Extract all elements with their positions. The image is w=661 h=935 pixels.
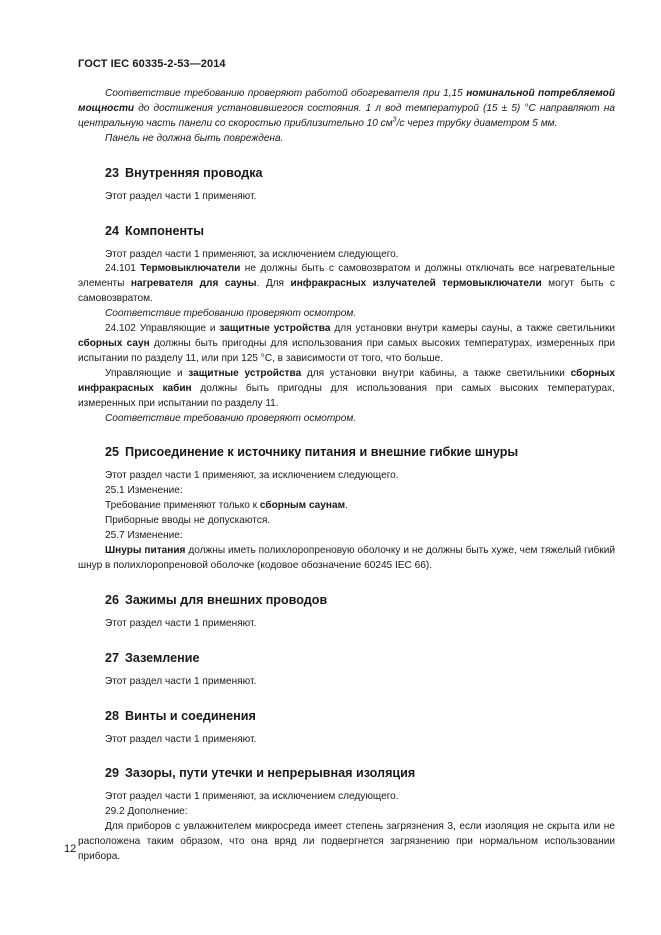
- clause-25-7: 25.7 Изменение:: [105, 530, 183, 542]
- section-25-intro: Этот раздел части 1 применяют, за исключением следующего.: [105, 470, 399, 482]
- section-heading-23: 23 Внутренняя проводка: [105, 165, 263, 180]
- clause-25-1-note: Приборные вводы не допускаются.: [105, 515, 271, 527]
- document-body: [78, 87, 615, 865]
- page-number: 12: [64, 843, 77, 855]
- section-29-intro: Этот раздел части 1 применяют, за исключением следующего.: [105, 791, 399, 803]
- requirement-paragraph: Панель не должна быть повреждена.: [105, 132, 284, 144]
- clause-24-102-continued: Управляющие и защитные устройства для установки внутри кабины, а также светильники сборных инфракрасных кабин должны быть пригодны для использования при самых высоких температурах, измеренных при испытании по разделу 11.: [78, 367, 616, 409]
- clause-24-101: 24.101 Термовыключатели не должны быть с самовозвратом и должны отключать все нагревательные элементы нагревателя для сауны. Для инфракрасных излучателей термовыключатели могут быть с самовозвратом.: [78, 263, 616, 305]
- section-heading-27: 27 Заземление: [105, 650, 200, 665]
- section-24-intro: Этот раздел части 1 применяют, за исключением следующего.: [105, 248, 399, 260]
- defined-term: номинальной потребляемой мощности: [78, 88, 615, 114]
- clause-25-7-text: Шнуры питания должны иметь полихлоропреновую оболочку и не должны быть хуже, чем тяжелый гибкий шнур в полихлоропреновой оболочке (кодовое обозначение 60245 IEC 66).: [78, 544, 615, 571]
- compliance-paragraph: Соответствие требованию проверяют осмотром.: [105, 308, 357, 320]
- superscript: 3: [392, 116, 397, 124]
- section-26-text: Этот раздел части 1 применяют.: [105, 617, 257, 629]
- running-header: ГОСТ IEC 60335-2-53—2014: [78, 58, 226, 70]
- compliance-paragraph: Соответствие требованию проверяют осмотром.: [105, 412, 357, 424]
- section-heading-29: 29 Зазоры, пути утечки и непрерывная изоляция: [105, 766, 416, 781]
- section-heading-26: 26 Зажимы для внешних проводов: [105, 592, 328, 607]
- clause-25-1: 25.1 Изменение:: [105, 485, 183, 497]
- section-heading-28: 28 Винты и соединения: [105, 708, 256, 723]
- clause-29-2-text: Для приборов с увлажнителем микросреда имеет степень загрязнения 3, если изоляция не скрыта или не расположена таким образом, что она вряд ли подвергнется загрязнению при нормальном использовании прибора.: [78, 821, 615, 863]
- compliance-paragraph: Соответствие требованию проверяют работой обогревателя при 1,15 номинальной потребляемой мощности до достижения установившегося состояния. 1 л вод температурой (15 ± 5) °С направляют на центральную часть панели со скоростью приблизительно 10 $см^3/с$ через трубку диаметром 5 мм.: [78, 88, 615, 129]
- section-heading-24: 24 Компоненты: [105, 223, 204, 238]
- clause-24-102: 24.102 Управляющие и защитные устройства для установки внутри камеры сауны, а также светильники сборных саун должны быть пригодны для использования при самых высоких температурах, измеренных при испытании по разделу 11, или при 125 °С, в зависимости от того, что больше.: [78, 323, 616, 364]
- clause-25-1-text: Требование применяют только к сборным саунам.: [105, 500, 348, 512]
- section-27-text: Этот раздел части 1 применяют.: [105, 675, 257, 687]
- clause-29-2: 29.2 Дополнение:: [105, 806, 188, 818]
- section-23-text: Этот раздел части 1 применяют.: [105, 190, 257, 202]
- section-heading-25: 25 Присоединение к источнику питания и внешние гибкие шнуры: [105, 445, 519, 460]
- section-28-text: Этот раздел части 1 применяют.: [105, 733, 257, 745]
